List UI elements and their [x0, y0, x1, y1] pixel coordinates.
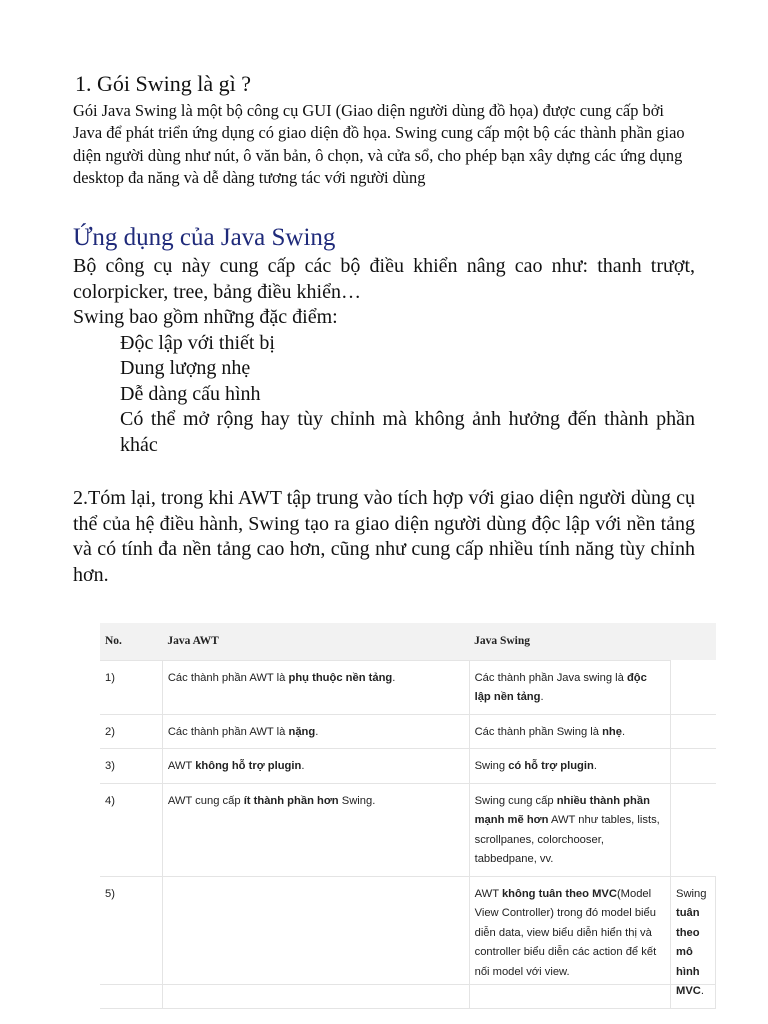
cell-java-swing [469, 749, 670, 784]
feature-item: Dễ dàng cấu hình [120, 382, 261, 405]
bold-text: không hỗ trợ plugin [195, 760, 302, 772]
comparison-table [100, 623, 716, 1009]
text-segment: AWT cung cấp [167, 794, 244, 807]
table-row [100, 714, 716, 749]
text-segment: . [392, 671, 396, 684]
text-segment: Các thành phần AWT là [167, 671, 289, 684]
cell-empty [671, 714, 716, 749]
cell-no: 3) [100, 749, 162, 784]
bold-text: nặng [288, 725, 316, 738]
section-heading-2: Ứng dụng của Java Swing [73, 224, 336, 252]
bold-text: không tuân theo MVC [501, 887, 617, 900]
cell-no: 5) [100, 876, 162, 1008]
bold-text: phụ thuộc nền tảng [288, 671, 393, 684]
document-page [73, 70, 695, 588]
controls-paragraph: Bộ công cụ này cung cấp các bộ điều khiển nâng cao như: thanh trượt, colorpicker, tree, bảng điều khiển… [73, 255, 695, 303]
text-segment: Các thành phần AWT là [167, 725, 289, 738]
text-segment: . [593, 760, 597, 772]
cell-java-awt [162, 749, 469, 784]
bold-text: có hỗ trợ plugin [508, 760, 594, 772]
feature-item: Độc lập với thiết bị [120, 331, 275, 354]
text-segment: . [301, 760, 305, 772]
bold-text: tuân theo mô hình MVC [676, 907, 701, 997]
text-segment: . [700, 985, 704, 997]
table-row [100, 876, 716, 1008]
feature-item: Có thể mở rộng hay tùy chỉnh mà không ảnh hưởng đến thành phần khác [120, 408, 695, 456]
text-segment: Swing [676, 887, 707, 900]
bold-text: ít thành phần hơn [243, 794, 339, 807]
cell-java-swing [469, 783, 670, 876]
text-segment: AWT [474, 887, 502, 900]
text-segment: Các thành phần Java swing là [474, 671, 627, 684]
cell-no: 4) [100, 783, 162, 876]
cell-no: 1) [100, 660, 162, 714]
cell-java-swing [469, 714, 670, 749]
cell-empty [671, 783, 716, 876]
text-segment: Các thành phần Swing là [474, 725, 603, 738]
text-segment: . [540, 691, 544, 703]
table-row [100, 783, 716, 876]
text-segment: AWT như tables, lists, scrollpanes, colorchooser, tabbedpane, vv. [474, 814, 660, 865]
features-list [73, 331, 695, 459]
cell-java-swing [469, 876, 670, 1008]
text-segment: . [621, 725, 626, 738]
text-segment: . [315, 725, 319, 738]
section-heading-1: 1. Gói Swing là gì ? [75, 71, 251, 96]
table-body [100, 660, 716, 1008]
cell-java-awt [162, 783, 469, 876]
table-bottom-rule [100, 984, 716, 985]
feature-item: Dung lượng nhẹ [120, 357, 251, 380]
cell-empty [671, 660, 716, 714]
header-java-swing: Java Swing [469, 623, 715, 660]
text-segment: Swing [474, 760, 509, 772]
table-row [100, 660, 716, 714]
intro-paragraph: Gói Java Swing là một bộ công cụ GUI (Giao diện người dùng đồ họa) được cung cấp bởi Java để phát triển ứng dụng có giao diện đồ họa. Swing cung cấp một bộ các thành phần giao diện người dùng như nút, ô văn bản, ô chọn, và cửa sổ, cho phép bạn xây dựng các ứng dụng desktop đa năng và dễ dàng tương tác với người dùng [73, 101, 685, 187]
table-header-row [100, 623, 716, 660]
bold-text: nhiều thành phần mạnh mẽ hơn [474, 794, 650, 826]
text-segment: (Model View Controller) trong đó model biểu diễn data, view biểu diễn hiển thị và controller biểu diễn các action để kết nối model với view. [474, 887, 657, 978]
comparison-table-wrap [100, 623, 716, 1009]
cell-java-swing [469, 660, 670, 714]
cell-java-awt [162, 660, 469, 714]
cell-no: 2) [100, 714, 162, 749]
bold-text: nhẹ [602, 725, 622, 738]
header-java-awt: Java AWT [162, 623, 469, 660]
features-intro: Swing bao gồm những đặc điểm: [73, 306, 338, 329]
text-segment: AWT [167, 760, 196, 772]
table-row [100, 749, 716, 784]
header-no: No. [100, 623, 162, 660]
bold-text: độc lập nền tảng [474, 671, 647, 703]
summary-paragraph: 2.Tóm lại, trong khi AWT tập trung vào tích hợp với giao diện người dùng cụ thể của hệ điều hành, Swing tạo ra giao diện người dùng độc lập với nền tảng và có tính đa nền tảng cao hơn, cũng như cung cấp nhiều tính năng tùy chỉnh hơn. [73, 487, 695, 586]
text-segment: Swing. [338, 794, 376, 807]
text-segment: Swing cung cấp [474, 794, 557, 807]
cell-java-awt [162, 876, 469, 1008]
cell-swing-extra [671, 876, 716, 1008]
cell-java-awt [162, 714, 469, 749]
cell-empty [671, 749, 716, 784]
